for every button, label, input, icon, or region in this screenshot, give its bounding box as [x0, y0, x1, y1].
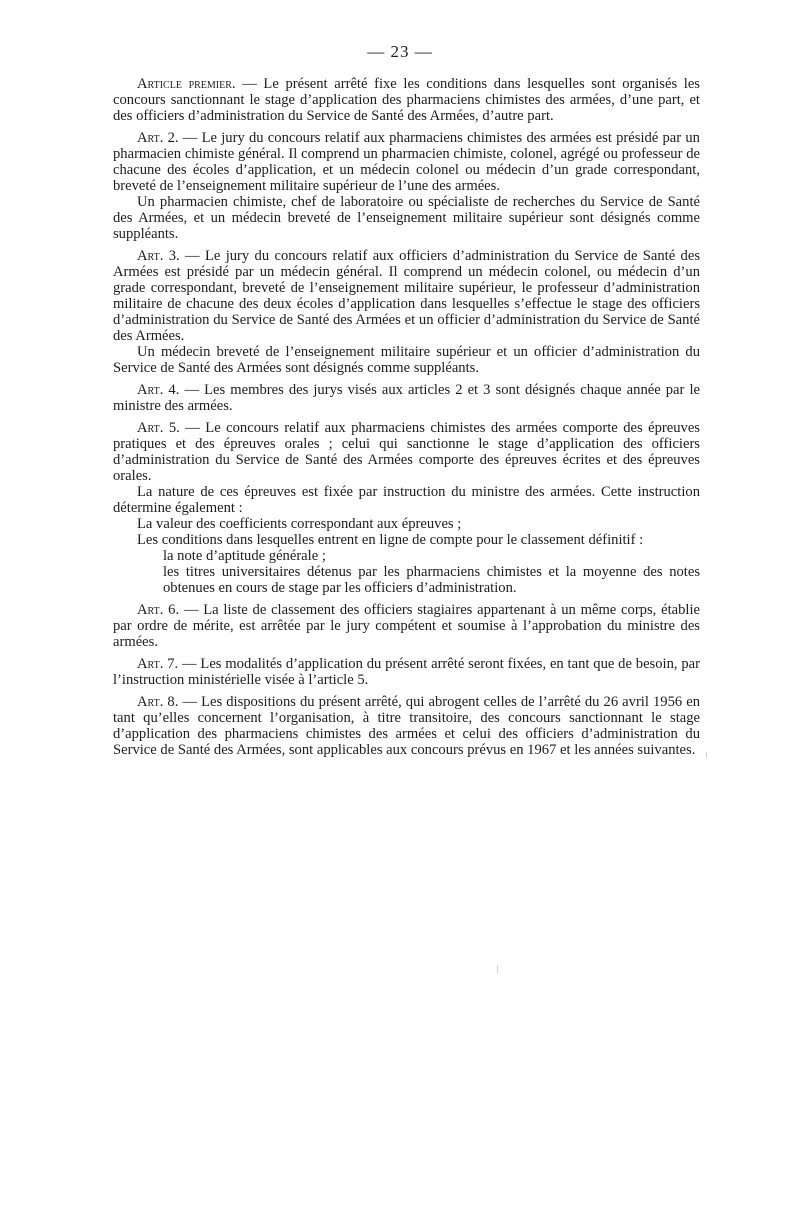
scan-edge-mark: [497, 965, 498, 973]
article-8-text: — Les dispositions du présent arrêté, qui abrogent celles de l’arrêté du 26 avril 1956 en tant qu’elles concernent l’organisation, à titre transitoire, des concours sanctionnant le stage d’application des pharmaciens chimistes des armées et celui des officiers d’administration du Service de Santé des Armées, sont applicables aux concours prévus en 1967 et les années suivantes.: [113, 694, 700, 758]
article-5-item-2: Les conditions dans lesquelles entrent en ligne de compte pour le classement définitif :: [137, 532, 644, 548]
article-6-heading: Art. 6.: [137, 602, 180, 618]
article-2-paragraph-2: Un pharmacien chimiste, chef de laboratoire ou spécialiste de recherches du Service de Santé des Armées, et un médecin breveté de l’enseignement militaire supérieur sont désignés comme suppléants.: [113, 194, 700, 242]
article-5-subitem-2: les titres universitaires détenus par les pharmaciens chimistes et la moyenne des notes obtenues en cours de stage par les officiers d’administration.: [163, 564, 700, 596]
article-1-text: — Le présent arrêté fixe les conditions dans lesquelles sont organisés les concours sanctionnant le stage d’application des pharmaciens chimistes des armées, d’une part, et des officiers d’administration du Service de Santé des Armées, d’autre part.: [113, 76, 700, 124]
article-5-paragraph-2: La nature de ces épreuves est fixée par instruction du ministre des armées. Cette instruction détermine également :: [113, 484, 700, 516]
article-4-text: — Les membres des jurys visés aux articles 2 et 3 sont désignés chaque année par le ministre des armées.: [113, 382, 701, 414]
article-4-paragraph-1: [113, 382, 700, 414]
article-1: [113, 76, 700, 124]
article-5-heading: Art. 5.: [137, 420, 180, 436]
article-3-heading: Art. 3.: [137, 248, 180, 264]
article-5: [113, 420, 700, 596]
article-8-paragraph-1: [113, 694, 700, 758]
article-5-text: — Le concours relatif aux pharmaciens chimistes des armées comporte des épreuves pratiques et des épreuves orales ; celui qui sanctionne le stage d’application des officiers d’administration du Service de Santé des Armées comporte des épreuves écrites et des épreuves orales.: [113, 420, 700, 484]
article-6-paragraph-1: [113, 602, 700, 650]
article-8: [113, 694, 700, 758]
document-body: [113, 76, 700, 764]
article-5-item-1: La valeur des coefficients correspondant aux épreuves ;: [137, 516, 462, 532]
article-3-text: — Le jury du concours relatif aux officiers d’administration du Service de Santé des Armées est présidé par un médecin général. Il comprend un médecin colonel, ou médecin d’un grade correspondant, breveté de l’enseignement militaire supérieur, le professeur d’administration militaire de chacune des deux écoles d’application dans lesquelles s’effectue le stage des officiers d’administration du Service de Santé des Armées et un officier d’administration du Service de Santé des Armées.: [113, 248, 700, 344]
article-6-text: — La liste de classement des officiers stagiaires appartenant à un même corps, établie par ordre de mérite, est arrêtée par le jury compétent et soumise à l’approbation du ministre des armées.: [113, 602, 700, 650]
article-7: [113, 656, 700, 688]
scan-edge-mark: [706, 752, 707, 758]
article-2-paragraph-1: [113, 130, 700, 194]
article-5-subitem-1: la note d’aptitude générale ;: [163, 548, 326, 564]
article-2-text: — Le jury du concours relatif aux pharmaciens chimistes des armées est présidé par un pharmacien chimiste général. Il comprend un pharmacien chimiste, colonel, agrégé ou professeur de chacune des écoles d’application, et un médecin colonel ou médecin d’un grade correspondant, breveté de l’enseignement militaire supérieur de l’une des armées.: [113, 130, 700, 194]
article-7-heading: Art. 7.: [137, 656, 179, 672]
article-4: [113, 382, 700, 414]
article-2-heading: Art. 2.: [137, 130, 179, 146]
article-3: [113, 248, 700, 376]
article-1-paragraph-1: [113, 76, 700, 124]
article-3-paragraph-1: [113, 248, 700, 344]
article-7-text: — Les modalités d’application du présent arrêté seront fixées, en tant que de besoin, par l’instruction ministérielle visée à l’article 5.: [113, 656, 700, 688]
article-5-paragraph-1: [113, 420, 700, 484]
article-6: [113, 602, 700, 650]
article-4-heading: Art. 4.: [137, 382, 180, 398]
article-3-paragraph-2: Un médecin breveté de l’enseignement militaire supérieur et un officier d’administration du Service de Santé des Armées sont désignés comme suppléants.: [113, 344, 700, 376]
article-2: [113, 130, 700, 242]
page-number: — 23 —: [367, 42, 433, 61]
article-7-paragraph-1: [113, 656, 700, 688]
article-1-heading: Article premier.: [137, 76, 236, 92]
article-8-heading: Art. 8.: [137, 694, 179, 710]
